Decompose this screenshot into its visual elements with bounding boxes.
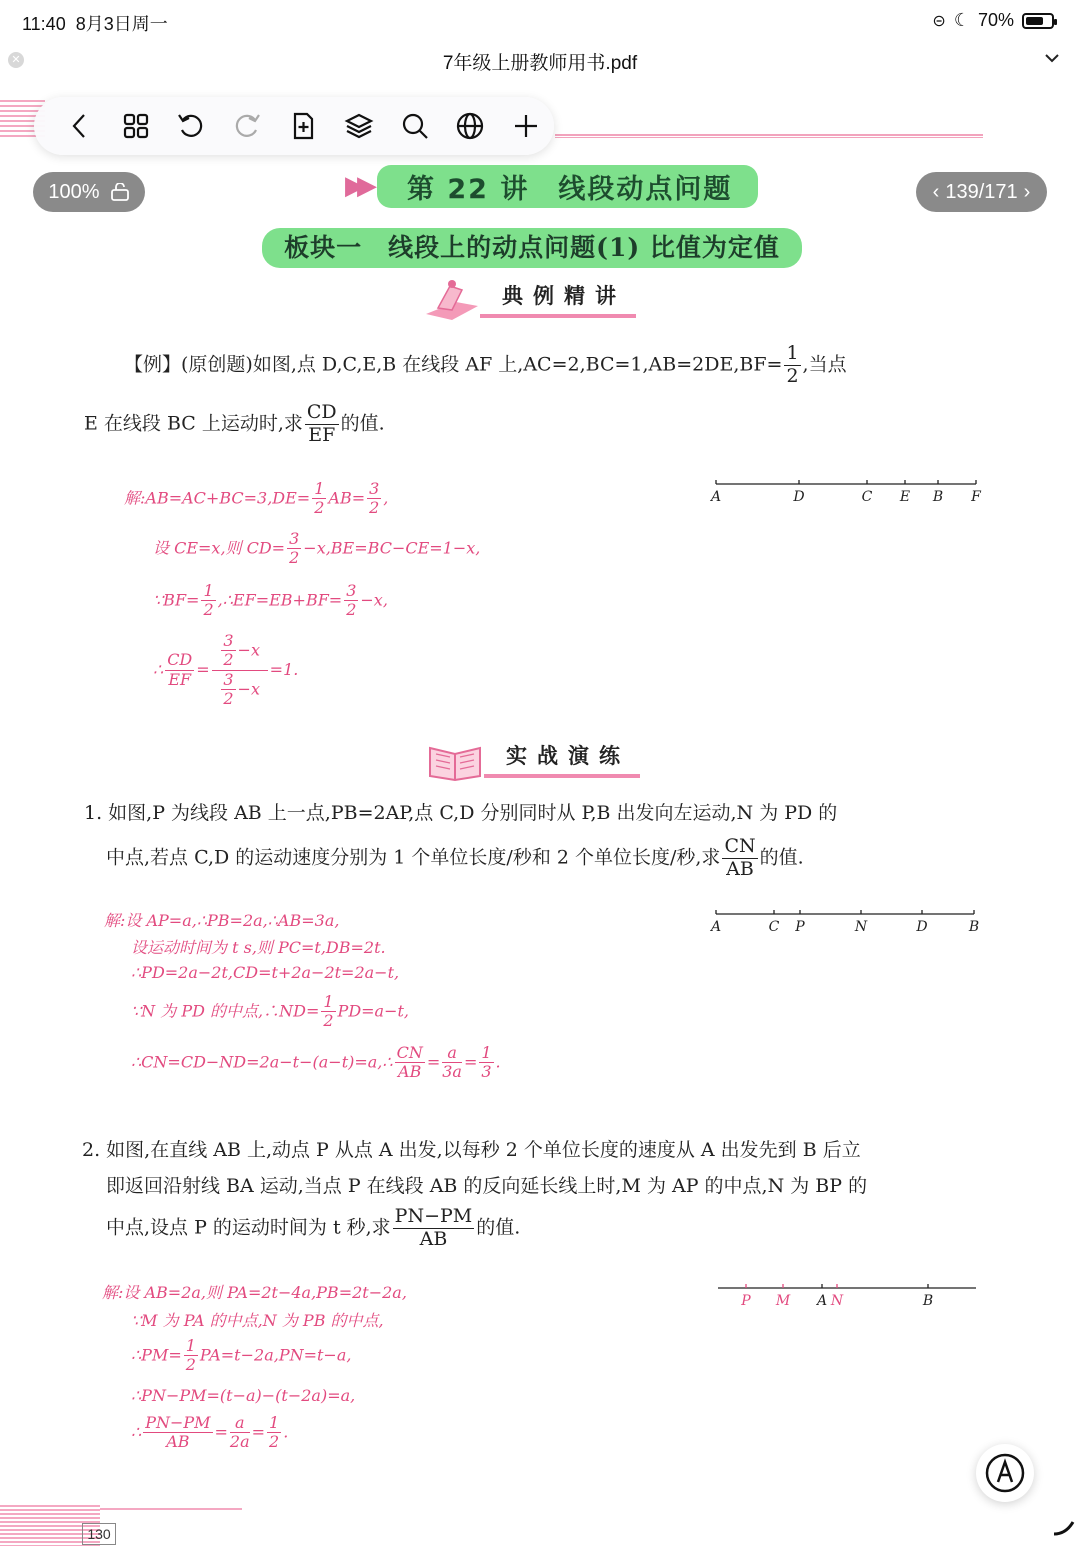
problem2-line-2: 即返回沿射线 BA 运动,当点 P 在线段 AB 的反向延长线上时,M 为 AP 的中点,N 为 BP 的	[106, 1175, 868, 1197]
problem2-solution-2: ∵M 为 PA 的中点,N 为 PB 的中点,	[131, 1311, 384, 1330]
point-label-P: P	[741, 1293, 751, 1309]
page-navigator[interactable]	[916, 172, 1047, 212]
point-label-D: D	[793, 489, 805, 505]
battery-icon	[1022, 13, 1054, 29]
status-right	[932, 10, 1054, 31]
lectern-icon	[422, 276, 480, 322]
problem1-solution-2: 设运动时间为 t s,则 PC=t,DB=2t.	[131, 938, 386, 957]
point-label-E: E	[899, 489, 911, 505]
point-label-F: F	[971, 489, 981, 505]
problem1-solution-3: ∴PD=2a−2t,CD=t+2a−2t=2a−t,	[131, 963, 400, 982]
status-bar	[0, 0, 1080, 40]
zoom-indicator[interactable]	[33, 172, 145, 212]
moon-icon: ☾	[953, 10, 970, 30]
book-icon	[426, 736, 484, 782]
fraction: $\frac{1}{2}$	[786, 342, 799, 387]
back-icon[interactable]	[52, 97, 108, 155]
module-title: 板块一 线段上的动点问题(1) 比值为定值	[262, 228, 802, 268]
point-label-M: M	[775, 1293, 791, 1309]
point-label-N: N	[830, 1293, 844, 1309]
problem1-line-1: 1. 如图,P 为线段 AB 上一点,PB=2AP,点 C,D 分别同时从 P,B 出发向左运动,N 为 PD 的	[84, 802, 838, 824]
zoom-label: 100%	[48, 180, 100, 203]
status-time: 11:40 8月3日周一	[22, 14, 168, 34]
problem1-solution-4: ∵N 为 PD 的中点,∴ND= $\frac{1}{2}$ PD=a−t,	[131, 992, 410, 1031]
grid-icon[interactable]	[108, 97, 164, 155]
page-footer-rule	[100, 1508, 242, 1510]
example-solution-2: 设 CE=x,则 CD= $\frac{3}{2}$ −x,BE=BC−CE=1−x,	[153, 529, 481, 568]
section-header-practice	[426, 736, 640, 782]
lock-icon	[110, 183, 130, 201]
example-line-1: 【例】(原创题)如图,点 D,C,E,B 在线段 AF 上,AC=2,BC=1,AB=2DE,BF= $\frac{1}{2}$ ,当点	[124, 342, 847, 387]
link-icon: ⊝	[932, 12, 946, 30]
search-icon[interactable]	[387, 97, 443, 155]
example-solution-1: 解:AB=AC+BC=3,DE= $\frac{1}{2}$ AB= $\frac{3}{2}$ ,	[124, 479, 389, 518]
section-title-examples: 典例精讲	[480, 280, 636, 318]
point-label-B: B	[922, 1293, 934, 1309]
chevron-down-icon[interactable]	[1044, 50, 1060, 66]
problem2-solution-5: ∴ $\frac{PN-PM}{AB}$ = $\frac{a}{2a}$ = $\frac{1}{2}$ .	[131, 1413, 289, 1452]
section-title-practice: 实战演练	[484, 740, 640, 778]
problem1-segment-figure	[700, 904, 1000, 940]
page-header-rule	[555, 134, 983, 138]
lecture-title-text: 第 22 讲 线段动点问题	[377, 165, 758, 208]
page-indicator: 139/171	[945, 180, 1018, 203]
problem1-solution-5: ∴CN=CD−ND=2a−t−(a−t)=a,∴ $\frac{CN}{AB}$ = $\frac{a}{3a}$ = $\frac{1}{3}$ .	[131, 1043, 501, 1082]
battery-percent: 70%	[977, 10, 1014, 30]
globe-icon[interactable]	[442, 97, 498, 155]
redo-icon[interactable]	[219, 97, 275, 155]
point-label-C: C	[861, 489, 873, 505]
point-label-A: A	[710, 489, 722, 505]
page-number: 130	[82, 1523, 116, 1545]
double-arrow-icon: ▶▶	[345, 171, 369, 201]
pen-circle-icon	[984, 1452, 1026, 1494]
document-title: 7年级上册教师用书.pdf	[442, 53, 638, 74]
layers-icon[interactable]	[331, 97, 387, 155]
point-label-D: D	[916, 919, 928, 935]
point-label-B: B	[932, 489, 944, 505]
point-label-N: N	[854, 919, 868, 935]
problem2-solution-4: ∴PN−PM=(t−a)−(t−2a)=a,	[131, 1386, 356, 1405]
example-segment-figure	[700, 474, 1000, 510]
problem2-solution-1: 解:设 AB=2a,则 PA=2t−4a,PB=2t−2a,	[102, 1283, 407, 1302]
example-solution-4: ∴ $\frac{CD}{EF}$ = $\frac{3}{2}$ −x $\frac{3}{2}$ −x =1.	[153, 631, 299, 709]
lecture-title	[345, 166, 758, 206]
example-solution-3: ∵BF= $\frac{1}{2}$ ,∴EF=EB+BF= $\frac{3}{2}$ −x,	[153, 581, 388, 620]
point-label-P: P	[795, 919, 805, 935]
problem2-solution-3: ∴PM= $\frac{1}{2}$ PA=t−2a,PN=t−a,	[131, 1336, 352, 1375]
section-header-examples	[422, 276, 636, 322]
problem2-line-1: 2. 如图,在直线 AB 上,动点 P 从点 A 出发,以每秒 2 个单位长度的速度从 A 出发先到 B 后立	[82, 1139, 861, 1161]
fraction: $\frac{CD}{EF}$	[306, 401, 337, 446]
problem2-line-figure	[712, 1278, 982, 1314]
plus-icon[interactable]	[498, 97, 554, 155]
problem1-line-2: 中点,若点 C,D 的运动速度分别为 1 个单位长度/秒和 2 个单位长度/秒,求 $\frac{CN}{AB}$ 的值.	[106, 835, 804, 880]
pdf-toolbar	[34, 97, 554, 155]
example-line-2: E 在线段 BC 上运动时,求 $\frac{CD}{EF}$ 的值.	[84, 401, 385, 446]
next-page-icon[interactable]: ›	[1023, 180, 1031, 203]
markup-pen-button[interactable]	[976, 1444, 1034, 1502]
problem2-line-3: 中点,设点 P 的运动时间为 t 秒,求 $\frac{PN-PM}{AB}$ 的值.	[106, 1205, 521, 1250]
undo-icon[interactable]	[164, 97, 220, 155]
close-icon[interactable]: ✕	[8, 52, 24, 68]
point-label-B: B	[968, 919, 980, 935]
point-label-C: C	[768, 919, 780, 935]
prev-page-icon[interactable]: ‹	[932, 180, 940, 203]
document-title-bar	[0, 42, 1080, 78]
point-label-A: A	[816, 1293, 828, 1309]
pencil-stroke-icon	[1052, 1518, 1076, 1538]
problem1-solution-1: 解:设 AP=a,∴PB=2a,∴AB=3a,	[104, 911, 340, 930]
add-page-icon[interactable]	[275, 97, 331, 155]
point-label-A: A	[710, 919, 722, 935]
